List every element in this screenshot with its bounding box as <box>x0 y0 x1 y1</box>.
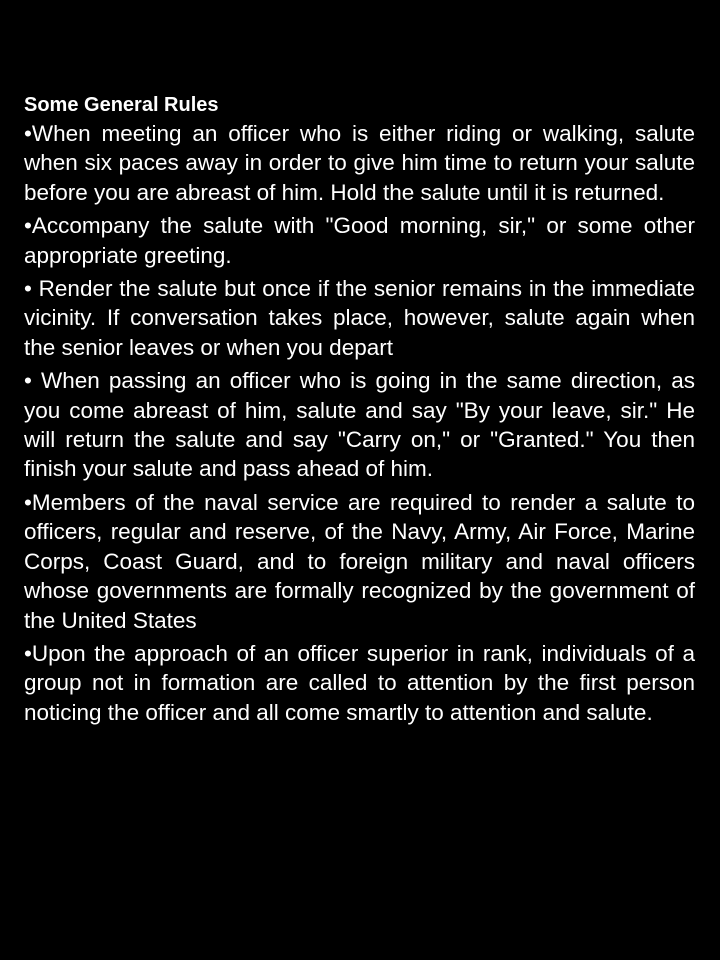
document-body <box>24 91 695 731</box>
rule-item: •Accompany the salute with "Good morning, sir," or some other appropriate greeting. <box>24 213 695 268</box>
page-title: Some General Rules <box>24 94 219 116</box>
rule-item: •When meeting an officer who is either riding or walking, salute when six paces away in order to give him time to return your salute before you are abreast of him. Hold the salute until it is returned. <box>24 121 695 205</box>
rule-item: • Render the salute but once if the senior remains in the immediate vicinity. If conversation takes place, however, salute again when the senior leaves or when you depart <box>24 276 695 360</box>
rule-item: •Upon the approach of an officer superior in rank, individuals of a group not in formation are called to attention by the first person noticing the officer and all come smartly to attention and salute. <box>24 640 695 725</box>
rule-item: •Members of the naval service are required to render a salute to officers, regular and reserve, of the Navy, Army, Air Force, Marine Corps, Coast Guard, and to foreign military and naval officers whose governments are formally recognized by the government of the United States <box>24 489 695 633</box>
rule-item: • When passing an officer who is going in the same direction, as you come abreast of him, salute and say "By your leave, sir." He will return the salute and say "Carry on," or "Granted." You then finish your salute and pass ahead of him. <box>24 368 695 482</box>
